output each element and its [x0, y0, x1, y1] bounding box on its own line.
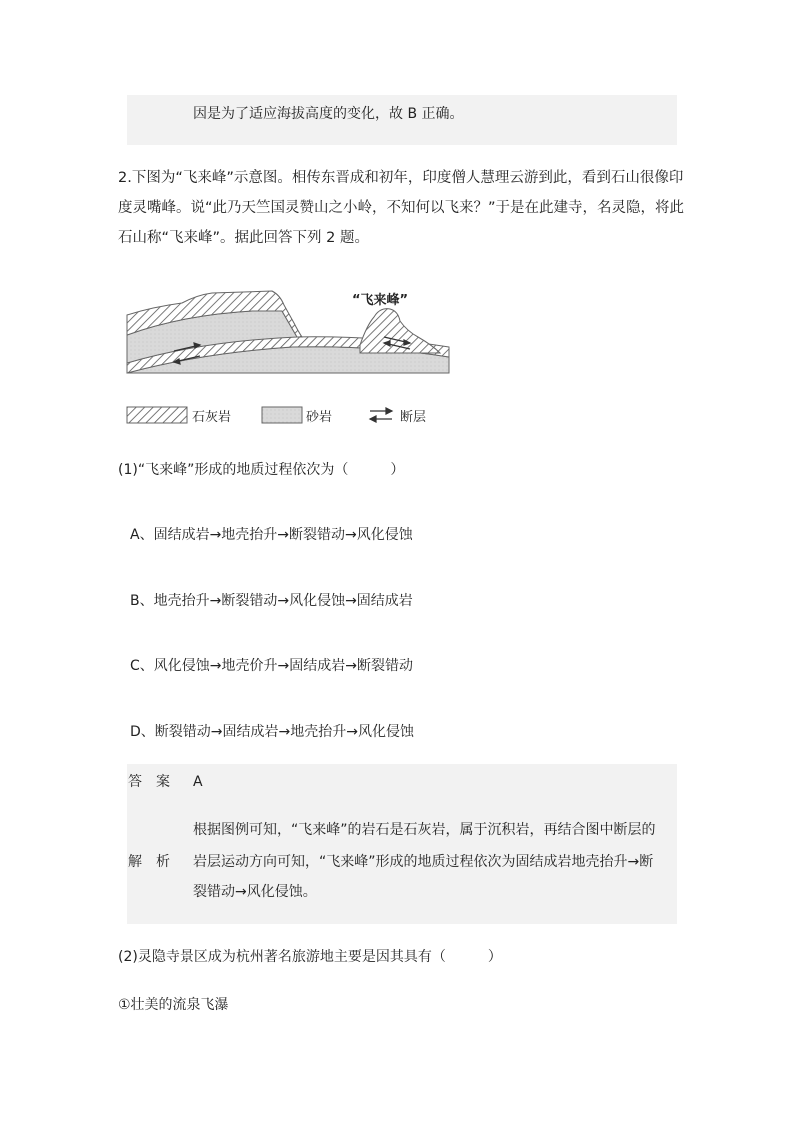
question-2-stem-line-2: 度灵嘴峰。说“此乃天竺国灵赞山之小岭，不知何以飞来？”于是在此建寺，名灵隐，将此 — [118, 200, 685, 216]
feilai-peak-diagram — [122, 285, 452, 430]
peak-label: “飞来峰” — [352, 293, 409, 308]
legend-label-limestone: 石灰岩 — [192, 410, 232, 425]
legend-sandstone-swatch — [262, 407, 302, 423]
analysis-line-1: 根据图例可知，“飞来峰”的岩石是石灰岩，属于沉积岩，再结合图中断层的 — [193, 822, 656, 838]
analysis-label: 解 析 — [128, 854, 170, 870]
analysis-line-2: 岩层运动方向可知，“飞来峰”形成的地质过程依次为固结成岩地壳抬升→断 — [193, 854, 654, 870]
sub-question-1-stem: (1)“飞来峰”形成的地质过程依次为（ ） — [118, 462, 405, 478]
legend-fault-arrows-icon — [370, 408, 392, 422]
analysis-line-3: 裂错动→风化侵蚀。 — [193, 884, 317, 900]
answer-value: A — [193, 774, 203, 790]
legend-label-sandstone: 砂岩 — [306, 410, 333, 425]
option-d[interactable]: D、断裂错动→固结成岩→地壳抬升→风化侵蚀 — [130, 724, 414, 740]
option-b[interactable]: B、地壳抬升→断裂错动→风化侵蚀→固结成岩 — [130, 593, 413, 609]
option-a[interactable]: A、固结成岩→地壳抬升→断裂错动→风化侵蚀 — [130, 527, 413, 543]
sub-question-2-option-1[interactable]: ①壮美的流泉飞瀑 — [118, 997, 229, 1013]
answer-label: 答 案 — [128, 774, 170, 790]
question-2-stem-line-3: 石山称“飞来峰”。据此回答下列 2 题。 — [118, 230, 369, 246]
legend-label-fault: 断层 — [400, 410, 427, 425]
question-2-stem-line-1: 2.下图为“飞来峰”示意图。相传东晋成和初年，印度僧人慧理云游到此，看到石山很像印 — [118, 170, 684, 186]
legend-limestone-swatch — [127, 407, 187, 423]
sub-question-2-stem: (2)灵隐寺景区成为杭州著名旅游地主要是因其具有（ ） — [118, 949, 502, 965]
previous-analysis-text: 因是为了适应海拔高度的变化，故 B 正确。 — [193, 106, 464, 122]
option-c[interactable]: C、风化侵蚀→地壳价升→固结成岩→断裂错动 — [130, 658, 413, 674]
